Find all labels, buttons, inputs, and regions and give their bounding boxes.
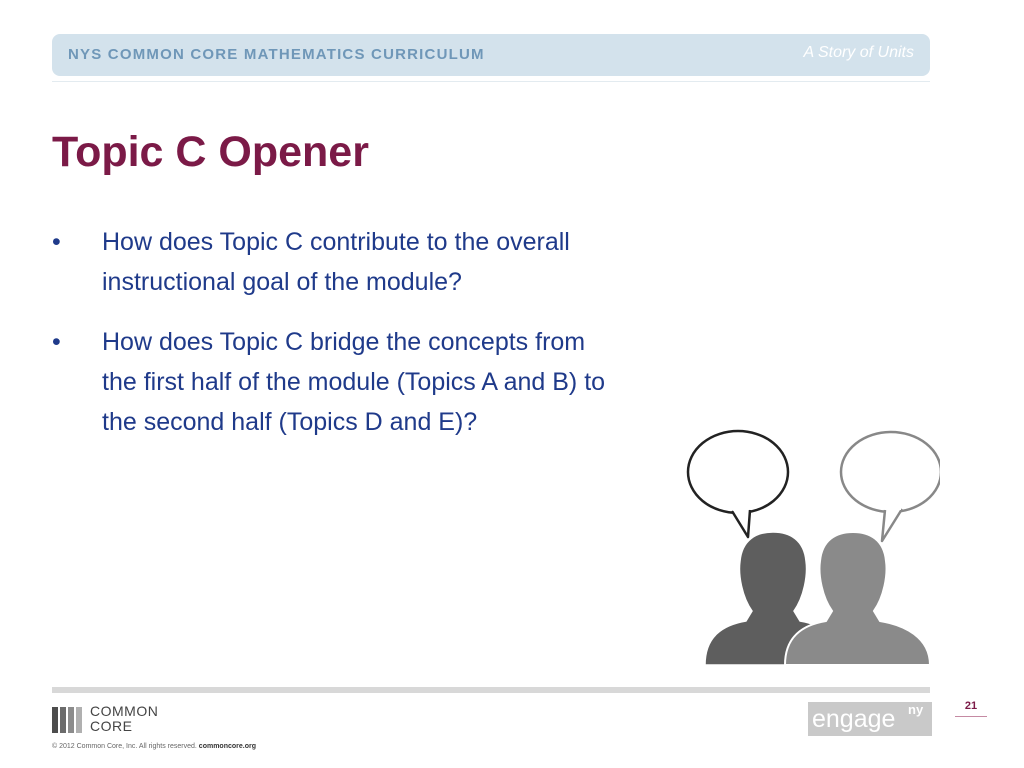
header-banner (52, 34, 930, 76)
bullet-list (52, 222, 612, 462)
copyright-link[interactable]: commoncore.org (198, 743, 256, 750)
two-people-speech-bubbles-icon (680, 425, 940, 670)
engage-word: engage (812, 705, 896, 733)
series-title: A Story of Units (803, 44, 914, 61)
common-core-logo (52, 704, 192, 736)
curriculum-title: NYS COMMON CORE MATHEMATICS CURRICULUM (68, 46, 485, 63)
bullet-item (52, 222, 612, 302)
page-number: 21 (964, 700, 978, 712)
engage-ny-superscript: ny (908, 702, 924, 717)
copyright-notice (52, 743, 256, 750)
right-speech-bubble-icon (841, 432, 940, 541)
page-number-underline (955, 716, 987, 717)
slide-title: Topic C Opener (52, 128, 369, 176)
footer-divider (52, 687, 930, 693)
bullet-item (52, 322, 612, 442)
logo-line-2: CORE (90, 718, 133, 734)
engage-ny-logo (808, 702, 932, 736)
bullet-text: How does Topic C bridge the concepts from the first half of the module (Topics A and B) to the second half (Topics D and E)? (102, 328, 606, 436)
bullet-marker: • (52, 228, 61, 256)
common-core-bars-icon (52, 707, 84, 733)
header-divider (52, 81, 930, 82)
logo-line-1: COMMON (90, 703, 159, 719)
common-core-wordmark (90, 704, 158, 734)
right-person-silhouette-icon (785, 532, 930, 665)
left-speech-bubble-icon (688, 431, 788, 537)
bullet-text: How does Topic C contribute to the overall instructional goal of the module? (102, 228, 570, 296)
copyright-text: © 2012 Common Core, Inc. All rights reserved. (52, 743, 197, 750)
bullet-marker: • (52, 328, 61, 356)
